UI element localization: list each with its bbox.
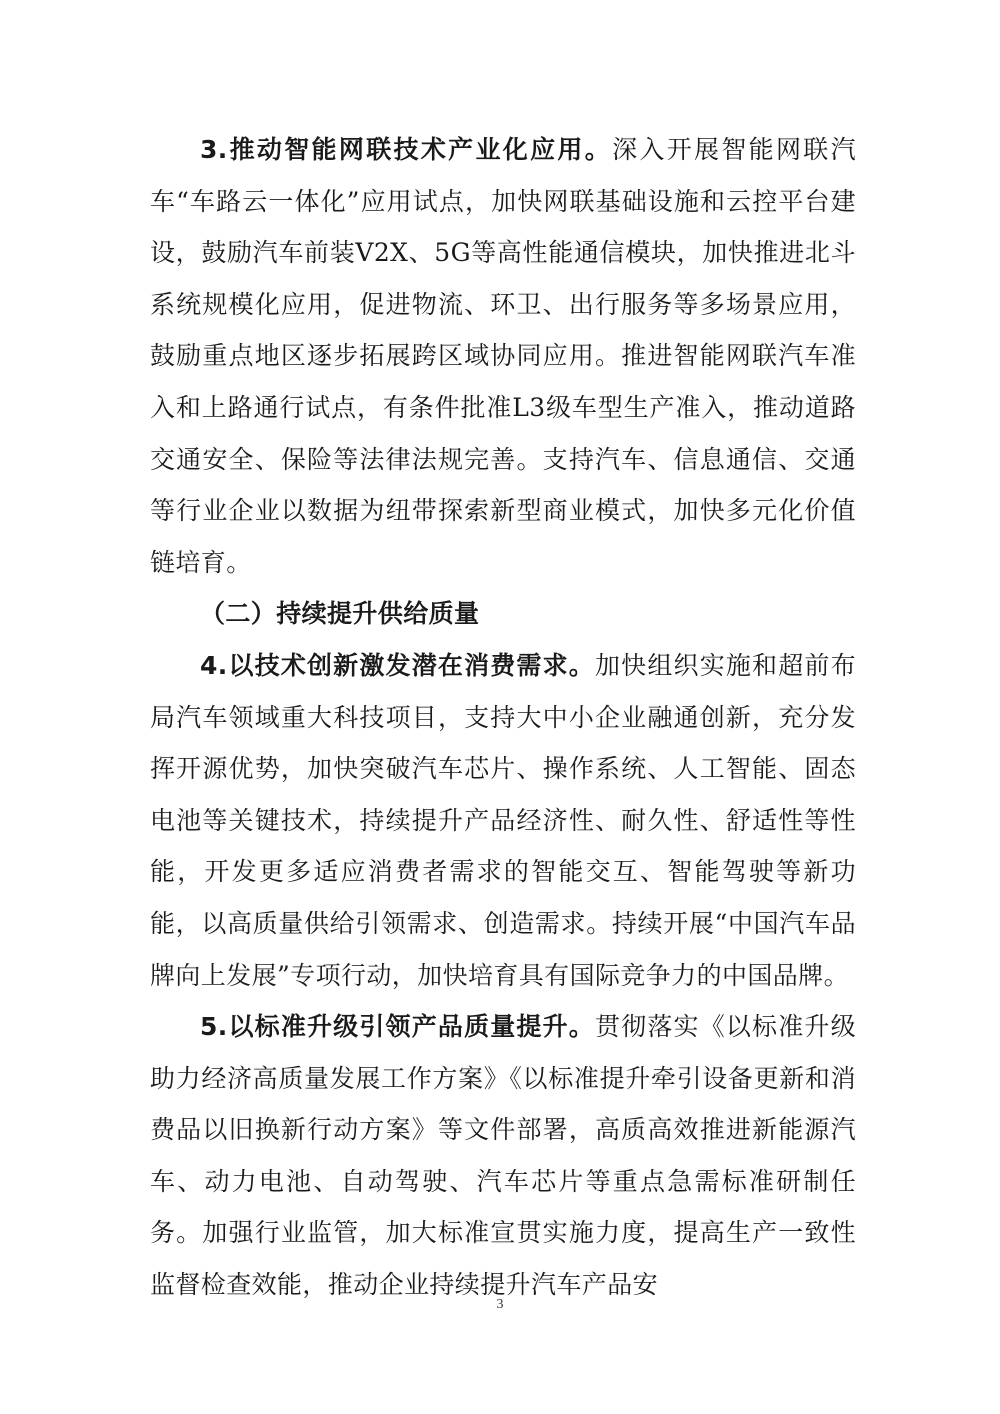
document-body <box>150 124 856 1311</box>
paragraph-5-heading: 5.以标准升级引领产品质量提升。 <box>200 1012 595 1042</box>
paragraph-3-body: 深入开展智能网联汽车“车路云一体化”应用试点，加快网联基础设施和云控平台建设，鼓励汽车前装V2X、5G等高性能通信模块，加快推进北斗系统规模化应用，促进物流、环卫、出行服务等多场景应用，鼓励重点地区逐步拓展跨区域协同应用。推进智能网联汽车准入和上路通行试点，有条件批准L3级车型生产准入，推动道路交通安全、保险等法律法规完善。支持汽车、信息通信、交通等行业企业以数据为纽带探索新型商业模式，加快多元化价值链培育。 <box>150 135 857 577</box>
paragraph-4-heading: 4.以技术创新激发潜在消费需求。 <box>200 650 595 680</box>
paragraph-4 <box>150 640 856 1001</box>
paragraph-5 <box>150 1001 856 1311</box>
paragraph-3 <box>150 124 856 588</box>
paragraph-5-body: 贯彻落实《以标准升级助力经济高质量发展工作方案》《以标准提升牵引设备更新和消费品以旧换新行动方案》等文件部署，高质高效推进新能源汽车、动力电池、自动驾驶、汽车芯片等重点急需标准研制任务。加强行业监管，加大标准宣贯实施力度，提高生产一致性监督检查效能，推动企业持续提升汽车产品安 <box>150 1012 856 1300</box>
paragraph-4-body: 加快组织实施和超前布局汽车领域重大科技项目，支持大中小企业融通创新，充分发挥开源优势，加快突破汽车芯片、操作系统、人工智能、固态电池等关键技术，持续提升产品经济性、耐久性、舒适性等性能，开发更多适应消费者需求的智能交互、智能驾驶等新功能，以高质量供给引领需求、创造需求。持续开展“中国汽车品牌向上发展”专项行动，加快培育具有国际竞争力的中国品牌。 <box>150 650 856 990</box>
page-number: 3 <box>496 1297 504 1312</box>
section-heading: （二）持续提升供给质量 <box>200 599 480 629</box>
paragraph-3-heading: 3.推动智能网联技术产业化应用。 <box>200 135 613 164</box>
